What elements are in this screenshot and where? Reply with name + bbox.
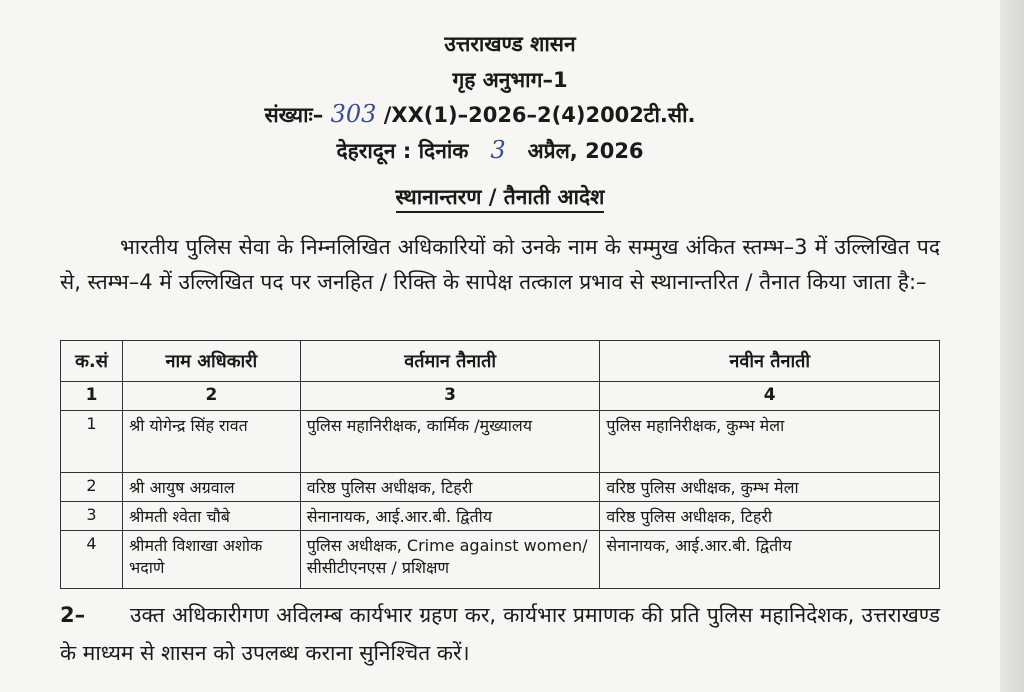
column-number: 2 — [122, 382, 300, 411]
row-current-posting: सेनानायक, आई.आर.बी. द्वितीय — [300, 502, 600, 531]
row-name: श्री आयुष अग्रवाल — [122, 473, 300, 502]
table-header-row — [61, 341, 940, 382]
row-new-posting: वरिष्ठ पुलिस अधीक्षक, कुम्भ मेला — [600, 473, 940, 502]
table-row — [61, 502, 940, 531]
row-current-posting: वरिष्ठ पुलिस अधीक्षक, टिहरी — [300, 473, 600, 502]
table-row — [61, 411, 940, 473]
column-number: 3 — [300, 382, 600, 411]
department-name: गृह अनुभाग–1 — [452, 68, 568, 92]
table-row — [61, 473, 940, 502]
row-current-posting: पुलिस महानिरीक्षक, कार्मिक /मुख्यालय — [300, 411, 600, 473]
column-number-row — [61, 382, 940, 411]
row-new-posting: पुलिस महानिरीक्षक, कुम्भ मेला — [600, 411, 940, 473]
row-new-posting: सेनानायक, आई.आर.बी. द्वितीय — [600, 531, 940, 589]
row-sn: 1 — [61, 411, 123, 473]
order-paragraph-1: भारतीय पुलिस सेवा के निम्नलिखित अधिकारियों को उनके नाम के सम्मुख अंकित स्तम्भ–3 में उल्लिखित पद से, स्तम्भ–4 में उल्लिखित पद पर जनहित / रिक्ति के सापेक्ष तत्काल प्रभाव से स्थानान्तरित / तैनात किया जाता है:– — [60, 235, 940, 294]
row-name: श्री योगेन्द्र सिंह रावत — [122, 411, 300, 473]
row-sn: 3 — [61, 502, 123, 531]
date-suffix: अप्रैल, 2026 — [527, 139, 644, 163]
row-sn: 2 — [61, 473, 123, 502]
reference-suffix: /XX(1)–2026–2(4)2002टी.सी. — [383, 103, 696, 127]
column-header-sn: क.सं — [61, 341, 123, 382]
row-sn: 4 — [61, 531, 123, 589]
reference-handwritten-number: 303 — [330, 100, 377, 128]
handwritten-date: 3 — [490, 136, 506, 164]
column-number: 4 — [600, 382, 940, 411]
row-current-posting: पुलिस अधीक्षक, Crime against women/सीसीटीएनएस / प्रशिक्षण — [300, 531, 600, 589]
page-edge — [1000, 0, 1024, 692]
table-row — [61, 531, 940, 589]
paragraph-number: 2– — [60, 603, 86, 627]
column-header-current-posting: वर्तमान तैनाती — [300, 341, 600, 382]
transfer-table — [60, 340, 940, 589]
row-new-posting: वरिष्ठ पुलिस अधीक्षक, टिहरी — [600, 502, 940, 531]
row-name: श्रीमती श्वेता चौबे — [122, 502, 300, 531]
reference-number — [0, 100, 980, 129]
column-header-new-posting: नवीन तैनाती — [600, 341, 940, 382]
reference-prefix: संख्याः– — [264, 103, 324, 127]
government-name: उत्तराखण्ड शासन — [444, 32, 576, 56]
place-prefix: देहरादून : दिनांक — [336, 139, 469, 163]
order-paragraph-2: 2– उक्त अधिकारीगण अविलम्ब कार्यभार ग्रहण कर, कार्यभार प्रमाणक की प्रति पुलिस महानिदेशक, उत्तराखण्ड के माध्यम से शासन को उपलब्ध कराना सुनिश्चित करें। — [60, 596, 940, 672]
place-date-line — [0, 136, 990, 165]
row-name: श्रीमती विशाखा अशोक भदाणे — [122, 531, 300, 589]
column-number: 1 — [61, 382, 123, 411]
column-header-name: नाम अधिकारी — [122, 341, 300, 382]
order-title: स्थानान्तरण / तैनाती आदेश — [0, 183, 1000, 211]
